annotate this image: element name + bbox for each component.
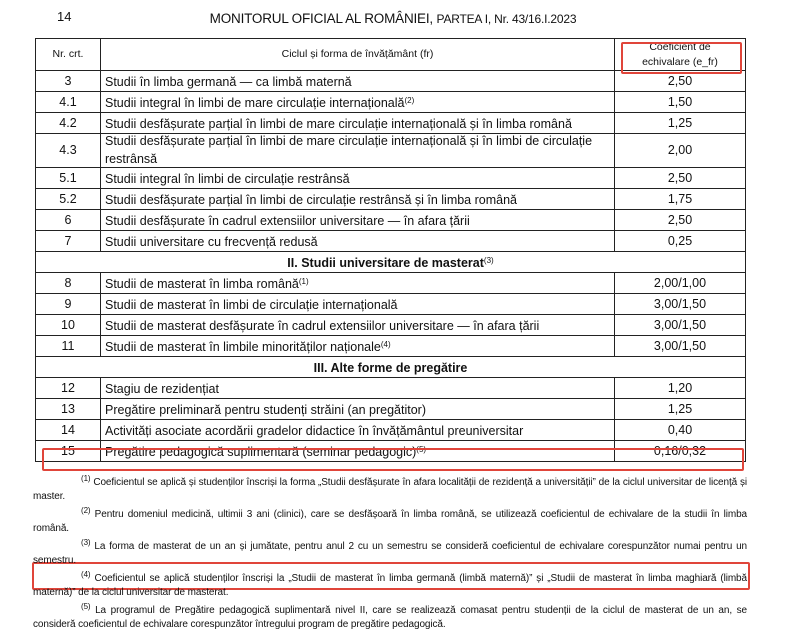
footnote-mark: (1) xyxy=(81,474,91,483)
section-label: III. Alte forme de pregătire xyxy=(313,361,468,375)
row-coefficient: 1,50 xyxy=(615,92,746,113)
section-row xyxy=(36,357,746,378)
table-row xyxy=(36,134,746,168)
row-number: 4.2 xyxy=(36,113,101,134)
row-coefficient: 2,50 xyxy=(615,168,746,189)
footnote-mark: (5) xyxy=(81,602,91,611)
footnote xyxy=(33,504,747,535)
description-text: Stagiu de rezidențiat xyxy=(105,382,219,396)
row-coefficient: 0,25 xyxy=(615,231,746,252)
footnote xyxy=(33,600,747,631)
description-text: Studii integral în limbi de mare circulație internațională xyxy=(105,96,405,110)
row-description xyxy=(101,92,615,113)
footnote xyxy=(33,472,747,503)
row-number: 15 xyxy=(36,441,101,462)
page-number: 14 xyxy=(57,9,72,24)
table-row xyxy=(36,210,746,231)
footnote-mark: (3) xyxy=(81,538,91,547)
footnote-ref: (3) xyxy=(483,256,494,265)
footnote-mark: (4) xyxy=(81,570,91,579)
description-text: Studii de masterat în limbi de circulație internațională xyxy=(105,298,398,312)
table-row xyxy=(36,231,746,252)
table-row xyxy=(36,92,746,113)
row-number: 9 xyxy=(36,294,101,315)
header-coefficient: Coeficient de echivalare (e_fr) xyxy=(615,39,746,71)
row-number: 3 xyxy=(36,71,101,92)
row-number: 7 xyxy=(36,231,101,252)
description-text: Studii universitare cu frecvență redusă xyxy=(105,235,318,249)
description-text: Studii de masterat desfășurate în cadrul extensiilor universitare — în afara țării xyxy=(105,319,540,333)
row-coefficient: 1,20 xyxy=(615,378,746,399)
row-description xyxy=(101,71,615,92)
row-description xyxy=(101,231,615,252)
description-text: Studii desfășurate parțial în limbi de circulație restrânsă și în limba română xyxy=(105,193,517,207)
row-coefficient: 3,00/1,50 xyxy=(615,315,746,336)
footnote-text: Pentru domeniul medicină, ultimii 3 ani (clinici), care se desfășoară în limba română, se utilizează coeficientul de echivalare de la studii în limba română. xyxy=(33,509,747,534)
highlight-box-header xyxy=(621,42,742,74)
row-description xyxy=(101,399,615,420)
page-header xyxy=(0,11,786,26)
row-number: 12 xyxy=(36,378,101,399)
row-coefficient: 0,40 xyxy=(615,420,746,441)
table-row xyxy=(36,294,746,315)
row-number: 4.3 xyxy=(36,134,101,168)
header-title-main: MONITORUL OFICIAL AL ROMÂNIEI, xyxy=(209,11,433,26)
row-coefficient: 2,50 xyxy=(615,210,746,231)
table-row xyxy=(36,378,746,399)
table-row xyxy=(36,113,746,134)
footnote-text: Coeficientul se aplică studenților înscriși la „Studii de masterat în limba germană (limbă maternă)” și „Studii de masterat în limba maghiară (limbă maternă)” de la ciclul universitar de masterat. xyxy=(33,573,747,598)
footnote-ref: (5) xyxy=(416,445,427,454)
row-coefficient: 3,00/1,50 xyxy=(615,336,746,357)
description-text: Pregătire pedagogică suplimentară (seminar pedagogic) xyxy=(105,445,417,459)
footnote-mark: (2) xyxy=(81,506,91,515)
footnote-text: Coeficientul se aplică și studenților înscriși la forma „Studii desfășurate în afara localității de rezidență a universității” de la ciclul universitar de licență și master. xyxy=(33,477,747,502)
row-number: 13 xyxy=(36,399,101,420)
row-coefficient: 3,00/1,50 xyxy=(615,294,746,315)
table-row xyxy=(36,189,746,210)
row-coefficient: 0,16/0,32 xyxy=(615,441,746,462)
description-text: Pregătire preliminară pentru studenți străini (an pregătitor) xyxy=(105,403,426,417)
row-number: 4.1 xyxy=(36,92,101,113)
section-title xyxy=(36,357,746,378)
table-row xyxy=(36,315,746,336)
row-coefficient: 2,50 xyxy=(615,71,746,92)
row-number: 5.2 xyxy=(36,189,101,210)
row-number: 8 xyxy=(36,273,101,294)
row-description xyxy=(101,315,615,336)
header-cycle: Ciclul și forma de învățământ (fr) xyxy=(101,39,615,71)
row-coefficient: 1,25 xyxy=(615,399,746,420)
description-text: Studii desfășurate parțial în limbi de mare circulație internațională și în limbi de circulație restrânsă xyxy=(105,134,593,166)
footnote xyxy=(33,536,747,567)
row-description xyxy=(101,113,615,134)
footnote-ref: (2) xyxy=(404,96,415,105)
table-row xyxy=(36,420,746,441)
equivalence-table xyxy=(35,38,746,462)
row-coefficient: 1,25 xyxy=(615,113,746,134)
table-row xyxy=(36,336,746,357)
row-description xyxy=(101,168,615,189)
row-number: 11 xyxy=(36,336,101,357)
table-row xyxy=(36,273,746,294)
row-number: 6 xyxy=(36,210,101,231)
footnote-ref: (1) xyxy=(298,277,309,286)
row-description xyxy=(101,189,615,210)
header-title-part: PARTEA I, Nr. 43/16.I.2023 xyxy=(436,12,577,26)
row-description xyxy=(101,336,615,357)
row-number: 14 xyxy=(36,420,101,441)
description-text: Activități asociate acordării gradelor didactice în învățământul preuniversitar xyxy=(105,424,524,438)
section-title xyxy=(36,252,746,273)
row-coefficient: 2,00 xyxy=(615,134,746,168)
footnotes xyxy=(33,472,747,632)
footnote-text: La forma de masterat de un an și jumătate, pentru anul 2 cu un semestru se consideră coeficientul de echivalare corespunzător numai pentru un semestru. xyxy=(33,541,747,566)
description-text: Studii de masterat în limba română xyxy=(105,277,299,291)
highlight-box-row-15 xyxy=(42,448,744,471)
table-row xyxy=(36,399,746,420)
footnote-text: La programul de Pregătire pedagogică suplimentară nivel II, care se realizează comasat pentru studenții de la ciclul de masterat de un an, se consideră coeficientul de echivalare corespunzător întregului program de pregătire pedagogică. xyxy=(33,605,747,630)
table-row xyxy=(36,168,746,189)
row-description xyxy=(101,134,615,168)
row-description xyxy=(101,273,615,294)
row-description xyxy=(101,420,615,441)
footnote-ref: (4) xyxy=(380,340,391,349)
row-coefficient: 1,75 xyxy=(615,189,746,210)
section-label: II. Studii universitare de masterat xyxy=(287,256,484,270)
row-description xyxy=(101,210,615,231)
row-description xyxy=(101,294,615,315)
footnote xyxy=(33,568,747,599)
row-number: 10 xyxy=(36,315,101,336)
description-text: Studii integral în limbi de circulație restrânsă xyxy=(105,172,350,186)
section-row xyxy=(36,252,746,273)
row-coefficient: 2,00/1,00 xyxy=(615,273,746,294)
header-nr: Nr. crt. xyxy=(36,39,101,71)
row-number: 5.1 xyxy=(36,168,101,189)
description-text: Studii de masterat în limbile minorităților naționale xyxy=(105,340,381,354)
description-text: Studii în limba germană — ca limbă maternă xyxy=(105,75,352,89)
row-description xyxy=(101,378,615,399)
description-text: Studii desfășurate parțial în limbi de mare circulație internațională și în limba română xyxy=(105,117,572,131)
description-text: Studii desfășurate în cadrul extensiilor universitare — în afara țării xyxy=(105,214,470,228)
